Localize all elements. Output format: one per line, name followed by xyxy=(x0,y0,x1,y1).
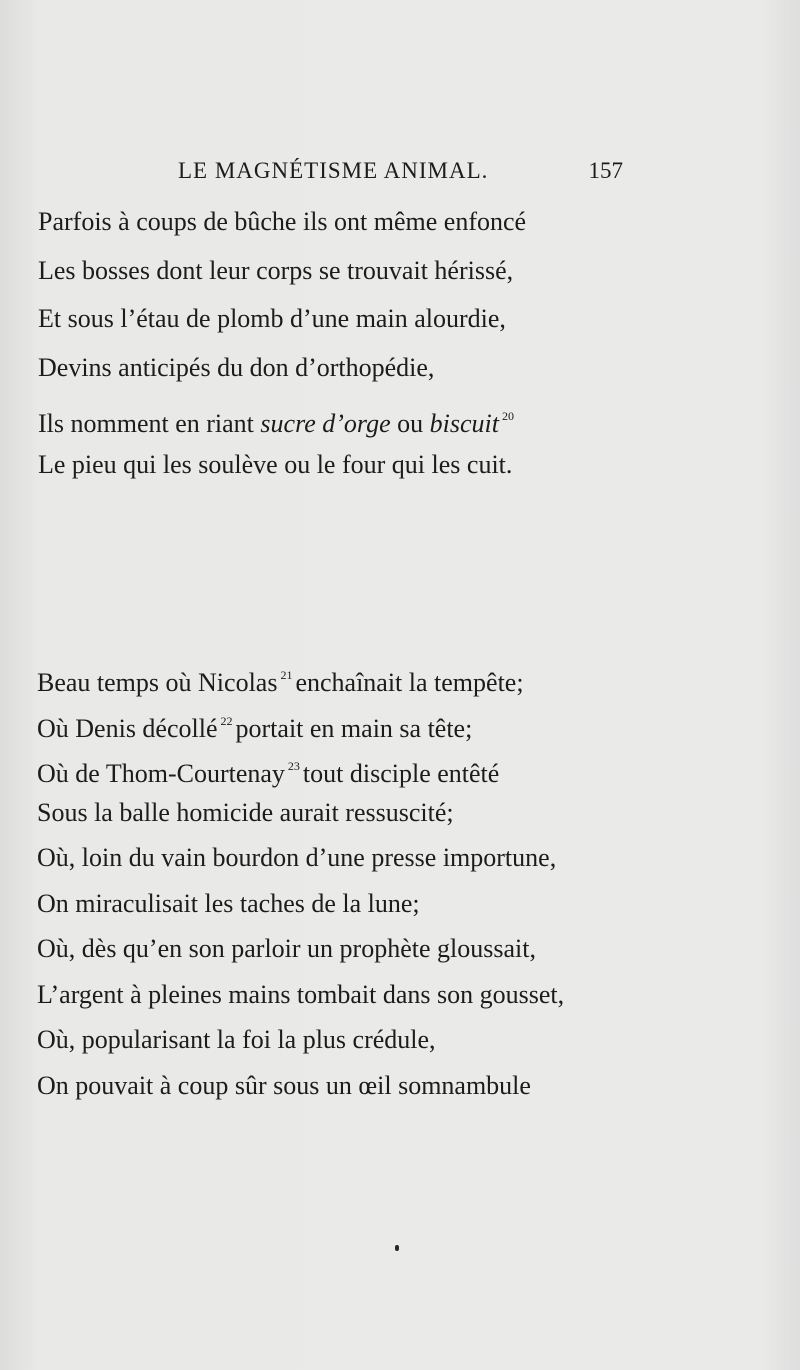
verse-line: L’argent à pleines mains tombait dans son gousset, xyxy=(37,979,565,1009)
verse-text: enchaînait la tempête; xyxy=(295,668,524,697)
footnote-marker: 23 xyxy=(287,759,300,773)
verse-text: Où Denis décollé xyxy=(37,713,218,743)
verse-line: Devins anticipés du don d’orthopédie, xyxy=(38,352,435,382)
verse-line: Les bosses dont leur corps se trouvait hérissé, xyxy=(38,255,514,285)
verse-line xyxy=(37,699,737,745)
verse-line: Et sous l’étau de plomb d’une main alourdie, xyxy=(38,304,506,334)
verse-text: Beau temps où Nicolas xyxy=(37,668,278,697)
italic-term: sucre d’orge xyxy=(260,409,391,439)
verse-text: ou xyxy=(390,409,430,439)
page-header xyxy=(178,158,623,188)
page-number: 157 xyxy=(588,158,623,183)
verse-line xyxy=(38,392,738,441)
running-head: LE MAGNÉTISME ANIMAL. xyxy=(178,158,489,183)
verse-text: portait en main sa tête; xyxy=(235,713,473,743)
verse-line: Sous la balle homicide aurait ressuscité; xyxy=(37,797,454,827)
verse-text: Ils nomment en riant xyxy=(38,409,261,439)
verse-text: Où de Thom-Courtenay xyxy=(37,759,285,788)
footnote-marker: 21 xyxy=(280,668,293,682)
verse-line xyxy=(37,653,737,699)
verse-line: On pouvait à coup sûr sous un œil somnambule xyxy=(37,1070,531,1100)
verse-text: tout disciple entêté xyxy=(302,759,500,788)
ink-speck xyxy=(395,1245,399,1251)
footnote-marker: 22 xyxy=(220,713,233,728)
verse-line: On miraculisait les taches de la lune; xyxy=(37,888,420,918)
stanza-2 xyxy=(37,653,737,1108)
verse-line: Où, dès qu’en son parloir un prophète gloussait, xyxy=(37,934,536,963)
verse-line: Le pieu qui les soulève ou le four qui les cuit. xyxy=(38,449,513,479)
stanza-1 xyxy=(38,198,738,490)
verse-line: Où, popularisant la foi la plus crédule, xyxy=(37,1025,436,1054)
italic-term: biscuit xyxy=(429,409,499,439)
verse-line: Où, loin du vain bourdon d’une presse importune, xyxy=(37,843,557,872)
verse-line: Parfois à coups de bûche ils ont même enfoncé xyxy=(38,207,527,236)
verse-line xyxy=(37,744,737,790)
footnote-marker: 20 xyxy=(501,409,514,424)
